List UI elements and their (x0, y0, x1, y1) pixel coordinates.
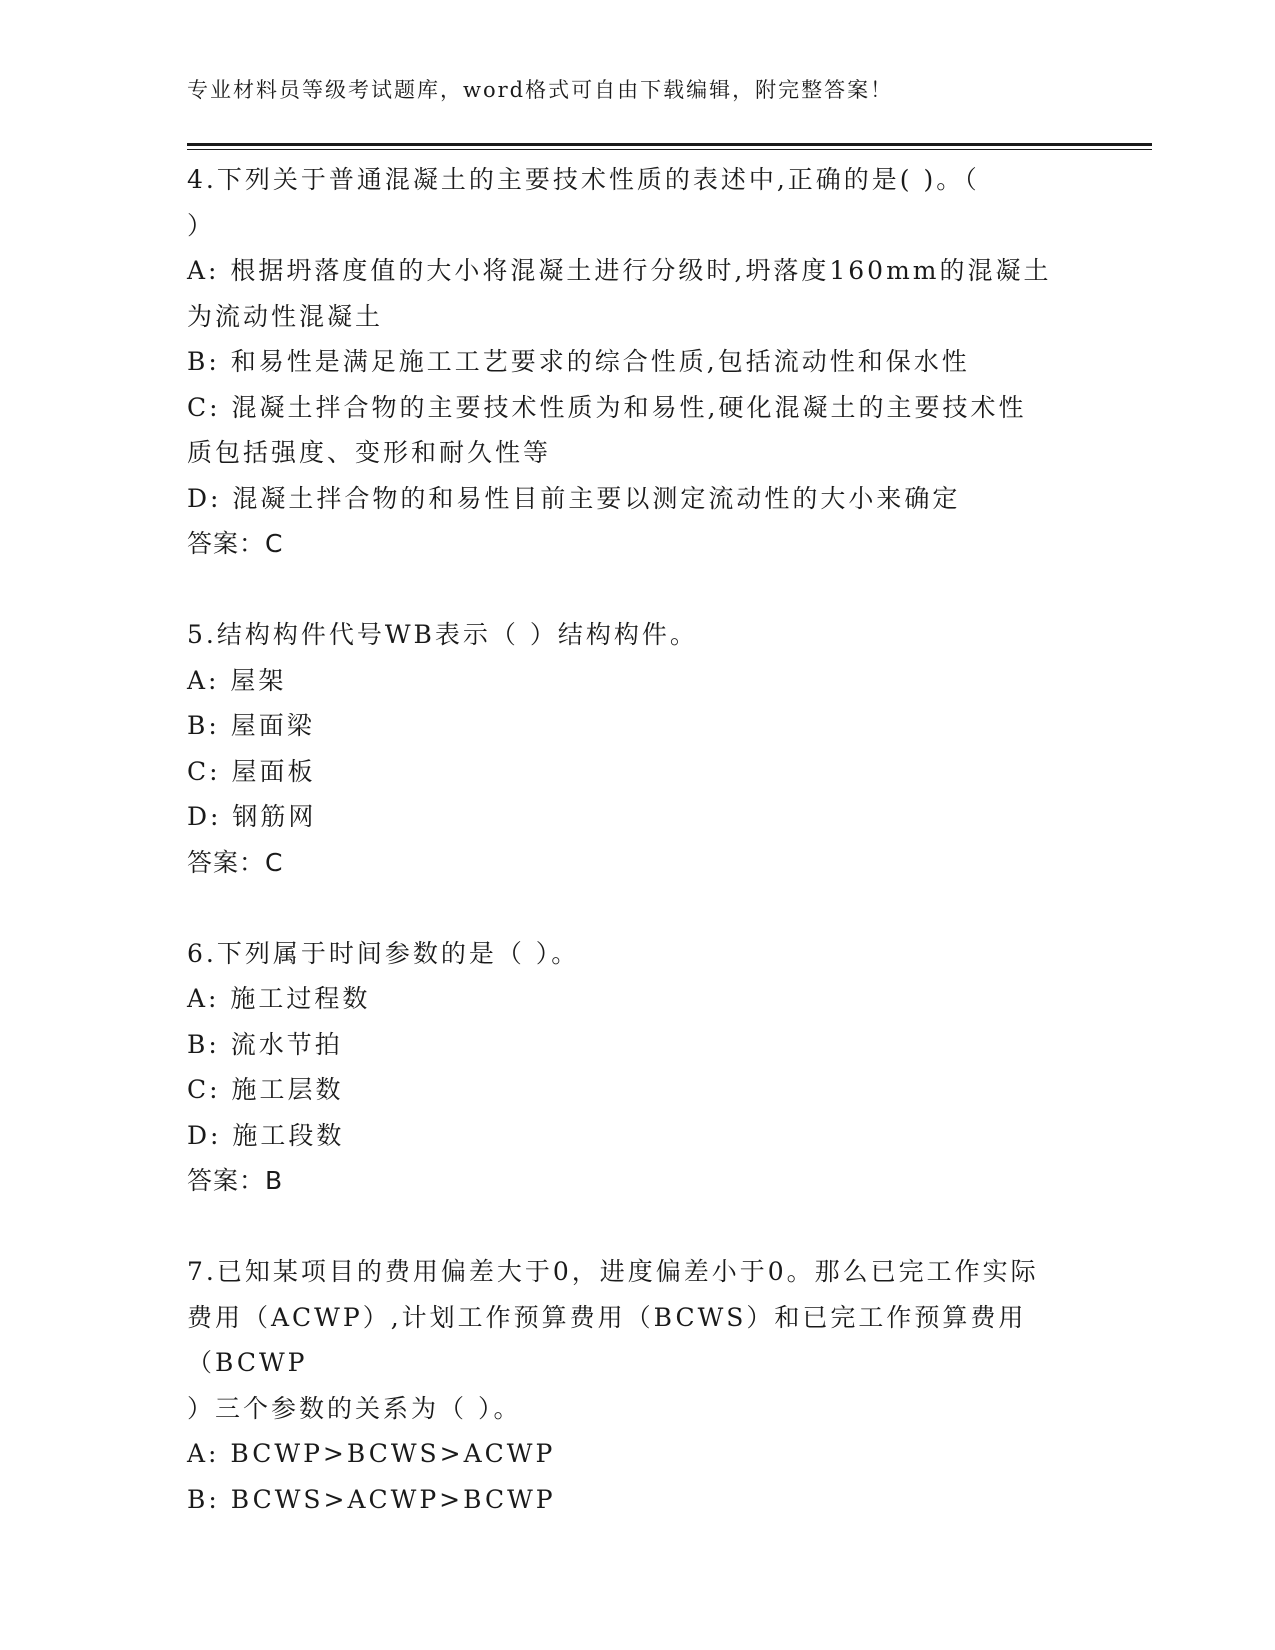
option-a-line: A: 屋架 (187, 665, 287, 695)
option-b-line: B: 和易性是满足施工工艺要求的综合性质,包括流动性和保水性 (187, 347, 970, 376)
question-5 (187, 612, 1087, 885)
question-4 (187, 157, 1087, 567)
header-rule-thick (187, 143, 1152, 146)
document-header: 专业材料员等级考试题库，word格式可自由下载编辑，附完整答案！ (187, 78, 894, 102)
question-stem-line: 费用（ACWP）,计划工作预算费用（BCWS）和已完工作预算费用（BCWP (187, 1302, 1027, 1377)
question-stem-line: ） (187, 210, 216, 240)
option-b-line: B: 流水节拍 (187, 1029, 343, 1059)
option-d-line: D: 钢筋网 (187, 802, 317, 831)
answer-line: 答案：C (187, 529, 284, 558)
answer-line: 答案：B (187, 1166, 284, 1195)
question-stem-line: 6.下列属于时间参数的是（ ）。 (187, 938, 580, 968)
question-stem-line: 4.下列关于普通混凝土的主要技术性质的表述中,正确的是( )。（ (187, 165, 980, 194)
question-list (187, 157, 1087, 1568)
option-a-line: A: BCWP>BCWS>ACWP (187, 1439, 556, 1468)
option-a-line: 为流动性混凝土 (187, 301, 384, 331)
option-b-line: B: 屋面梁 (187, 711, 315, 740)
question-stem-line: ）三个参数的关系为（ ）。 (187, 1393, 522, 1423)
option-a-line: A: 施工过程数 (187, 984, 371, 1013)
option-a-line: A: 根据坍落度值的大小将混凝土进行分级时,坍落度160mm的混凝土 (187, 256, 1052, 285)
option-c-line: C: 施工层数 (187, 1075, 344, 1104)
option-b-line: B: BCWS>ACWP>BCWP (187, 1484, 556, 1514)
answer-line: 答案：C (187, 847, 284, 877)
option-c-line: C: 屋面板 (187, 756, 316, 786)
question-stem-line: 5.结构构件代号WB表示（ ）结构构件。 (187, 620, 698, 649)
question-7 (187, 1249, 1087, 1522)
option-d-line: D: 施工段数 (187, 1120, 345, 1150)
header-rule-thin (187, 149, 1152, 150)
option-d-line: D: 混凝土拌合物的和易性目前主要以测定流动性的大小来确定 (187, 483, 961, 513)
option-c-line: 质包括强度、变形和耐久性等 (187, 438, 552, 467)
question-stem-line: 7.已知某项目的费用偏差大于0，进度偏差小于0。那么已完工作实际 (187, 1257, 1039, 1286)
option-c-line: C: 混凝土拌合物的主要技术性质为和易性,硬化混凝土的主要技术性 (187, 392, 1027, 422)
question-6 (187, 931, 1087, 1204)
